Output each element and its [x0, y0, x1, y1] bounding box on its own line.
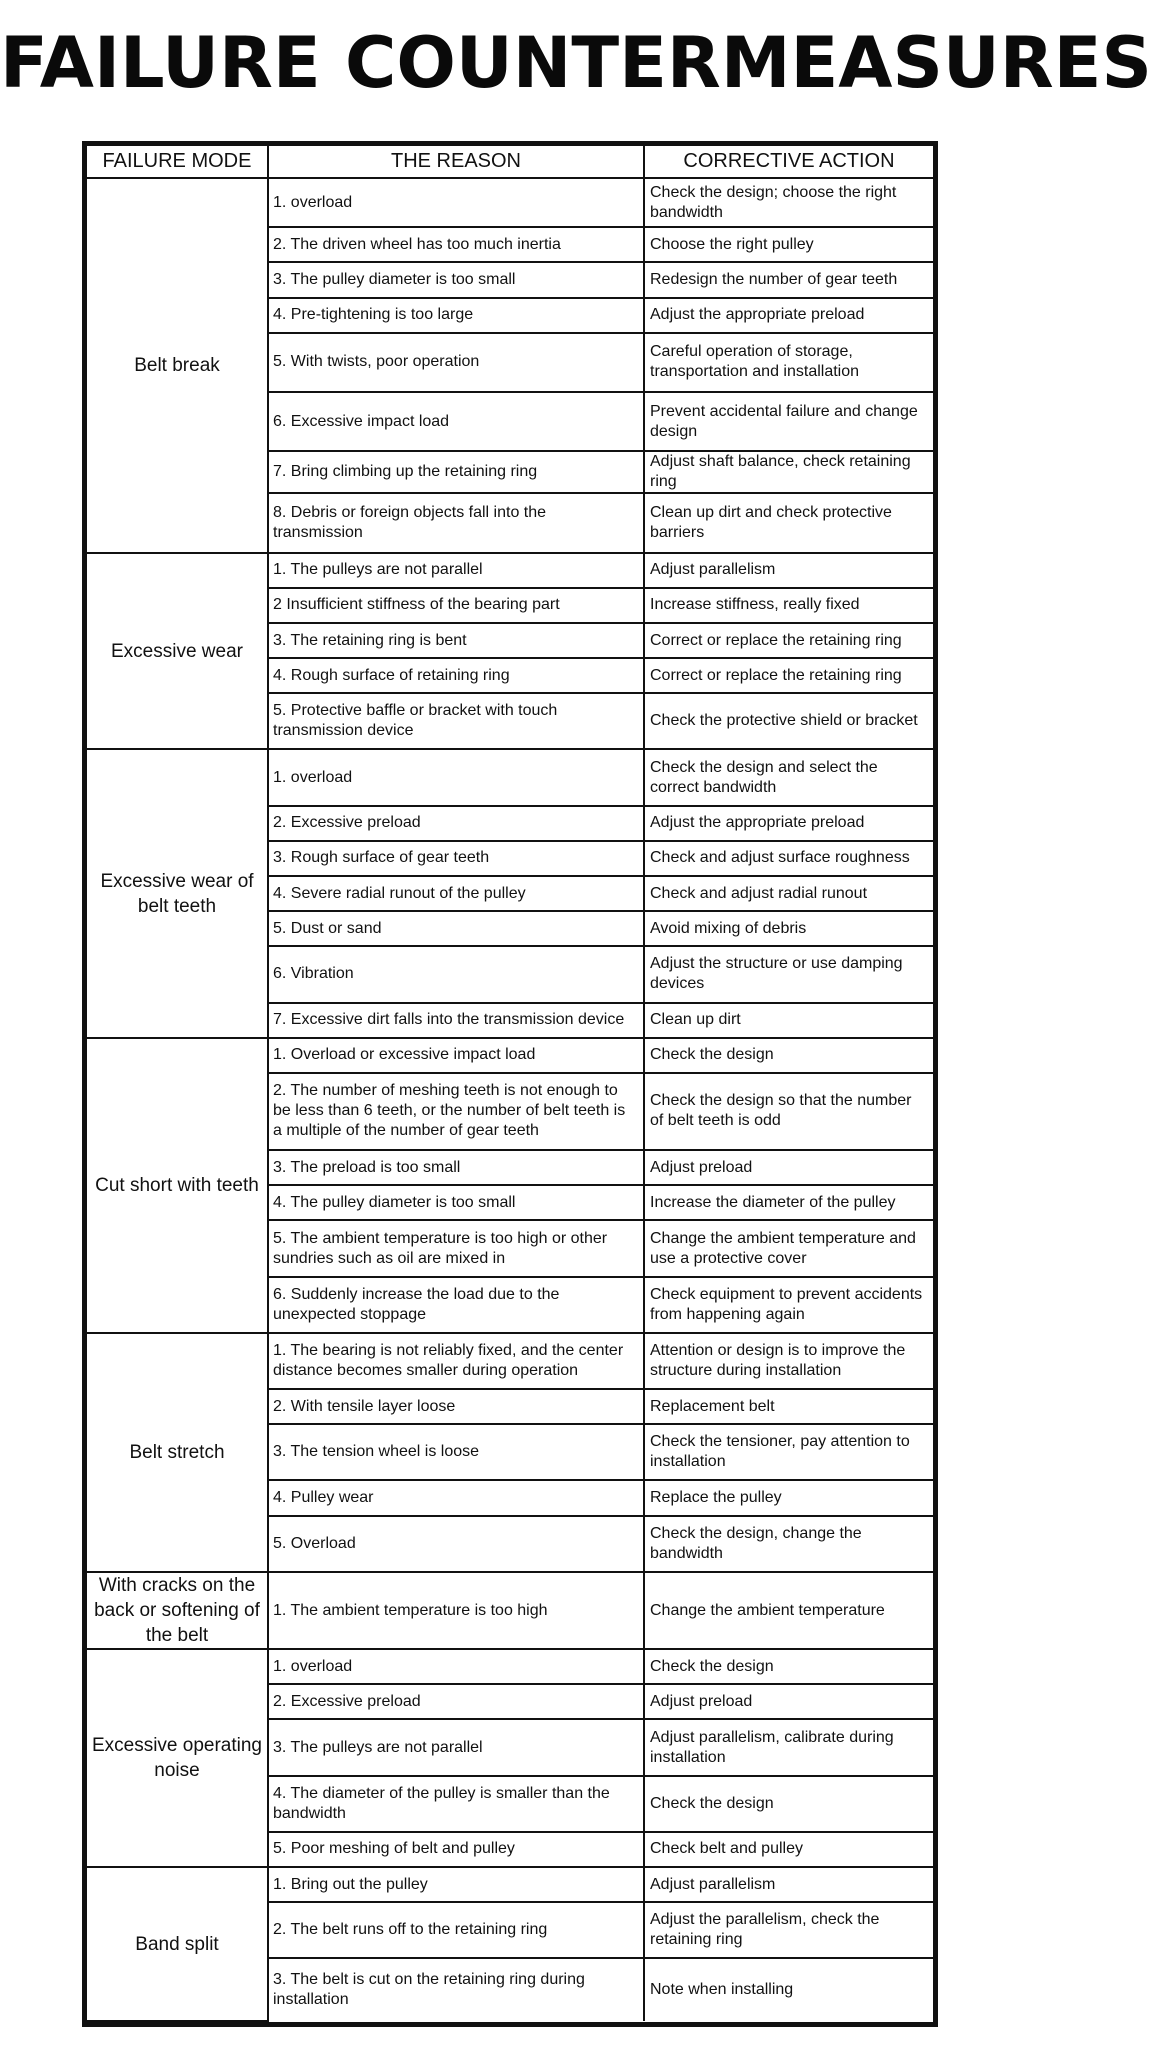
failure-mode-cell: Band split — [87, 1867, 268, 2021]
reason-cell: 6. Suddenly increase the load due to the unexpected stoppage — [268, 1277, 644, 1333]
reason-cell: 5. With twists, poor operation — [268, 333, 644, 392]
failure-mode-cell: Excessive wear — [87, 553, 268, 750]
corrective-action-cell: Attention or design is to improve the structure during installation — [644, 1333, 933, 1389]
corrective-action-cell: Choose the right pulley — [644, 227, 933, 262]
reason-cell: 1. The pulleys are not parallel — [268, 553, 644, 588]
corrective-action-cell: Check the design and select the correct bandwidth — [644, 749, 933, 805]
corrective-action-cell: Increase the diameter of the pulley — [644, 1185, 933, 1220]
page-title: FAILURE COUNTERMEASURES — [0, 22, 1152, 104]
corrective-action-cell: Adjust preload — [644, 1684, 933, 1719]
failure-mode-cell: Cut short with teeth — [87, 1038, 268, 1333]
header-the-reason: THE REASON — [268, 146, 644, 178]
table-row — [87, 553, 933, 588]
corrective-action-cell: Adjust parallelism — [644, 1867, 933, 1902]
corrective-action-cell: Check and adjust surface roughness — [644, 841, 933, 876]
corrective-action-cell: Adjust the appropriate preload — [644, 298, 933, 333]
corrective-action-cell: Check the design; choose the right bandwidth — [644, 178, 933, 227]
corrective-action-cell: Check equipment to prevent accidents from happening again — [644, 1277, 933, 1333]
reason-cell: 3. The retaining ring is bent — [268, 623, 644, 658]
corrective-action-cell: Replace the pulley — [644, 1480, 933, 1515]
reason-cell: 1. overload — [268, 1649, 644, 1684]
corrective-action-cell: Redesign the number of gear teeth — [644, 262, 933, 297]
header-corrective-action: CORRECTIVE ACTION — [644, 146, 933, 178]
reason-cell: 4. Rough surface of retaining ring — [268, 658, 644, 693]
corrective-action-cell: Check the design, change the bandwidth — [644, 1516, 933, 1572]
failure-mode-cell: Excessive operating noise — [87, 1649, 268, 1867]
corrective-action-cell: Check belt and pulley — [644, 1832, 933, 1867]
corrective-action-cell: Adjust the structure or use damping devices — [644, 946, 933, 1002]
reason-cell: 3. The pulleys are not parallel — [268, 1719, 644, 1775]
corrective-action-cell: Check the design so that the number of belt teeth is odd — [644, 1073, 933, 1150]
failure-mode-cell: Excessive wear of belt teeth — [87, 749, 268, 1037]
corrective-action-cell: Adjust the appropriate preload — [644, 806, 933, 841]
reason-cell: 6. Excessive impact load — [268, 392, 644, 451]
corrective-action-cell: Prevent accidental failure and change design — [644, 392, 933, 451]
reason-cell: 4. Pre-tightening is too large — [268, 298, 644, 333]
corrective-action-cell: Adjust the parallelism, check the retaining ring — [644, 1902, 933, 1958]
reason-cell: 3. The pulley diameter is too small — [268, 262, 644, 297]
reason-cell: 2. The number of meshing teeth is not enough to be less than 6 teeth, or the number of belt teeth is a multiple of the number of gear teeth — [268, 1073, 644, 1150]
reason-cell: 4. Pulley wear — [268, 1480, 644, 1515]
reason-cell: 2. With tensile layer loose — [268, 1389, 644, 1424]
reason-cell: 6. Vibration — [268, 946, 644, 1002]
table-body — [87, 146, 933, 2021]
reason-cell: 1. Bring out the pulley — [268, 1867, 644, 1902]
countermeasures-table — [87, 146, 933, 2022]
reason-cell: 3. The preload is too small — [268, 1150, 644, 1185]
corrective-action-cell: Check the protective shield or bracket — [644, 693, 933, 749]
reason-cell: 2. Excessive preload — [268, 806, 644, 841]
corrective-action-cell: Check the design — [644, 1038, 933, 1073]
corrective-action-cell: Check the design — [644, 1776, 933, 1832]
reason-cell: 4. Severe radial runout of the pulley — [268, 876, 644, 911]
reason-cell: 3. The belt is cut on the retaining ring during installation — [268, 1958, 644, 2021]
reason-cell: 5. The ambient temperature is too high or other sundries such as oil are mixed in — [268, 1220, 644, 1276]
corrective-action-cell: Adjust parallelism, calibrate during installation — [644, 1719, 933, 1775]
corrective-action-cell: Avoid mixing of debris — [644, 911, 933, 946]
corrective-action-cell: Clean up dirt — [644, 1003, 933, 1038]
table-row — [87, 1333, 933, 1389]
corrective-action-cell: Adjust preload — [644, 1150, 933, 1185]
table-row — [87, 749, 933, 805]
table-row — [87, 1038, 933, 1073]
reason-cell: 8. Debris or foreign objects fall into the transmission — [268, 493, 644, 552]
reason-cell: 7. Excessive dirt falls into the transmission device — [268, 1003, 644, 1038]
reason-cell: 7. Bring climbing up the retaining ring — [268, 451, 644, 493]
reason-cell: 5. Dust or sand — [268, 911, 644, 946]
reason-cell: 2 Insufficient stiffness of the bearing part — [268, 588, 644, 623]
countermeasures-table-frame — [82, 141, 938, 2027]
corrective-action-cell: Change the ambient temperature — [644, 1572, 933, 1649]
reason-cell: 1. overload — [268, 749, 644, 805]
table-row — [87, 1572, 933, 1649]
reason-cell: 3. The tension wheel is loose — [268, 1424, 644, 1480]
reason-cell: 5. Poor meshing of belt and pulley — [268, 1832, 644, 1867]
corrective-action-cell: Correct or replace the retaining ring — [644, 623, 933, 658]
reason-cell: 2. The driven wheel has too much inertia — [268, 227, 644, 262]
header-failure-mode: FAILURE MODE — [87, 146, 268, 178]
reason-cell: 2. Excessive preload — [268, 1684, 644, 1719]
table-row — [87, 1649, 933, 1684]
corrective-action-cell: Clean up dirt and check protective barriers — [644, 493, 933, 552]
reason-cell: 5. Protective baffle or bracket with touch transmission device — [268, 693, 644, 749]
table-row — [87, 1867, 933, 1902]
corrective-action-cell: Replacement belt — [644, 1389, 933, 1424]
reason-cell: 1. Overload or excessive impact load — [268, 1038, 644, 1073]
corrective-action-cell: Check the tensioner, pay attention to installation — [644, 1424, 933, 1480]
corrective-action-cell: Note when installing — [644, 1958, 933, 2021]
table-header-row — [87, 146, 933, 178]
reason-cell: 5. Overload — [268, 1516, 644, 1572]
reason-cell: 3. Rough surface of gear teeth — [268, 841, 644, 876]
failure-mode-cell: Belt stretch — [87, 1333, 268, 1572]
reason-cell: 1. overload — [268, 178, 644, 227]
reason-cell: 4. The pulley diameter is too small — [268, 1185, 644, 1220]
corrective-action-cell: Check and adjust radial runout — [644, 876, 933, 911]
corrective-action-cell: Adjust shaft balance, check retaining ring — [644, 451, 933, 493]
failure-mode-cell: With cracks on the back or softening of the belt — [87, 1572, 268, 1649]
corrective-action-cell: Change the ambient temperature and use a protective cover — [644, 1220, 933, 1276]
table-row — [87, 178, 933, 227]
corrective-action-cell: Correct or replace the retaining ring — [644, 658, 933, 693]
corrective-action-cell: Check the design — [644, 1649, 933, 1684]
corrective-action-cell: Careful operation of storage, transportation and installation — [644, 333, 933, 392]
reason-cell: 1. The ambient temperature is too high — [268, 1572, 644, 1649]
reason-cell: 1. The bearing is not reliably fixed, and the center distance becomes smaller during operation — [268, 1333, 644, 1389]
reason-cell: 2. The belt runs off to the retaining ring — [268, 1902, 644, 1958]
corrective-action-cell: Increase stiffness, really fixed — [644, 588, 933, 623]
corrective-action-cell: Adjust parallelism — [644, 553, 933, 588]
reason-cell: 4. The diameter of the pulley is smaller than the bandwidth — [268, 1776, 644, 1832]
failure-mode-cell: Belt break — [87, 178, 268, 553]
